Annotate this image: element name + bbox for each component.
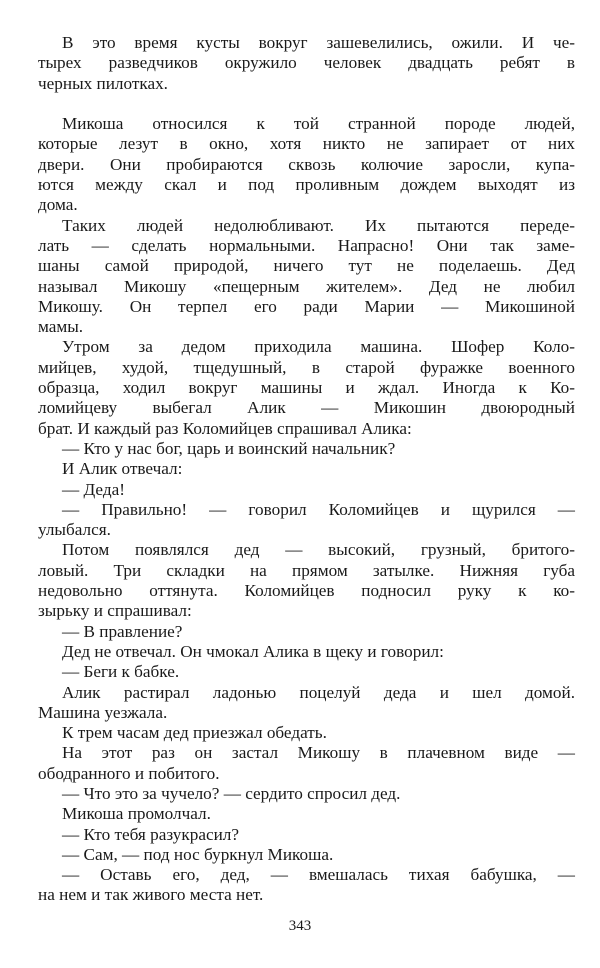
text-line: которые лезут в окно, хотя никто не запирает от них	[38, 134, 575, 154]
text-line: — Оставь его, дед, — вмешалась тихая бабушка, —	[62, 865, 575, 885]
section-gap	[38, 94, 575, 114]
book-page-text	[38, 33, 575, 906]
text-line: Алик растирал ладонью поцелуй деда и шел домой.	[62, 682, 575, 702]
text-line: называл Микошу «пещерным жителем». Дед не любил	[38, 276, 575, 296]
text-line: ются между скал и под проливным дождем выходят из	[38, 175, 575, 195]
text-line: — Сам, — под нос буркнул Микоша.	[62, 844, 334, 864]
page-number: 343	[288, 918, 312, 934]
text-line: двери. Они пробираются сквозь колючие заросли, купа-	[38, 154, 575, 174]
text-line: — Деда!	[62, 479, 125, 499]
text-line: черных пилотках.	[38, 73, 168, 93]
text-line: Машина уезжала.	[38, 702, 168, 722]
text-line: мамы.	[38, 317, 84, 337]
text-line: Микоша промолчал.	[62, 804, 211, 824]
text-line: Дед не отвечал. Он чмокал Алика в щеку и говорил:	[62, 641, 444, 661]
text-line: ловый. Три складки на прямом затылке. Нижняя губа	[38, 560, 575, 580]
text-line: ободранного и побитого.	[38, 763, 220, 783]
text-line: — Беги к бабке.	[62, 662, 180, 682]
text-line: — В правление?	[62, 621, 183, 641]
text-line: И Алик отвечал:	[62, 459, 183, 479]
text-line: шаны самой природой, ничего тут не поделаешь. Дед	[38, 256, 575, 276]
text-line: Потом появлялся дед — высокий, грузный, бритого-	[62, 540, 575, 560]
text-line: лать — сделать нормальными. Напрасно! Они так заме-	[38, 235, 575, 255]
text-line: недовольно оттянута. Коломийцев подносил руку к ко-	[38, 581, 575, 601]
text-line: В это время кусты вокруг зашевелились, ожили. И че-	[62, 33, 575, 52]
text-line: — Что это за чучело? — сердито спросил дед.	[62, 783, 401, 803]
text-line: Микоша относился к той странной породе людей,	[62, 114, 575, 134]
text-line: — Кто тебя разукрасил?	[62, 824, 239, 844]
text-line: На этот раз он застал Микошу в плачевном виде —	[62, 743, 575, 763]
text-line: ломийцеву выбегал Алик — Микошин двоюродный	[38, 398, 575, 418]
text-line: брат. И каждый раз Коломийцев спрашивал Алика:	[38, 418, 412, 438]
text-line: Утром за дедом приходила машина. Шофер Коло-	[62, 337, 575, 357]
text-line: К трем часам дед приезжал обедать.	[62, 723, 327, 743]
text-line: мийцев, худой, тщедушный, в старой фуражке военного	[38, 357, 575, 377]
text-line: улыбался.	[38, 520, 111, 540]
text-line: — Кто у нас бог, царь и воинский начальник?	[62, 438, 396, 458]
text-line: образца, ходил вокруг машины и ждал. Иногда к Ко-	[38, 378, 575, 398]
text-line: тырех разведчиков окружило человек двадцать ребят в	[38, 53, 575, 73]
text-line: зырьку и спрашивал:	[38, 601, 192, 621]
text-line: Микошу. Он терпел его ради Марии — Микошиной	[38, 296, 575, 316]
text-line: дома.	[38, 195, 78, 215]
text-line: — Правильно! — говорил Коломийцев и щурился —	[62, 499, 575, 519]
text-line: на нем и так живого места нет.	[38, 885, 264, 905]
text-line: Таких людей недолюбливают. Их пытаются переде-	[62, 215, 575, 235]
